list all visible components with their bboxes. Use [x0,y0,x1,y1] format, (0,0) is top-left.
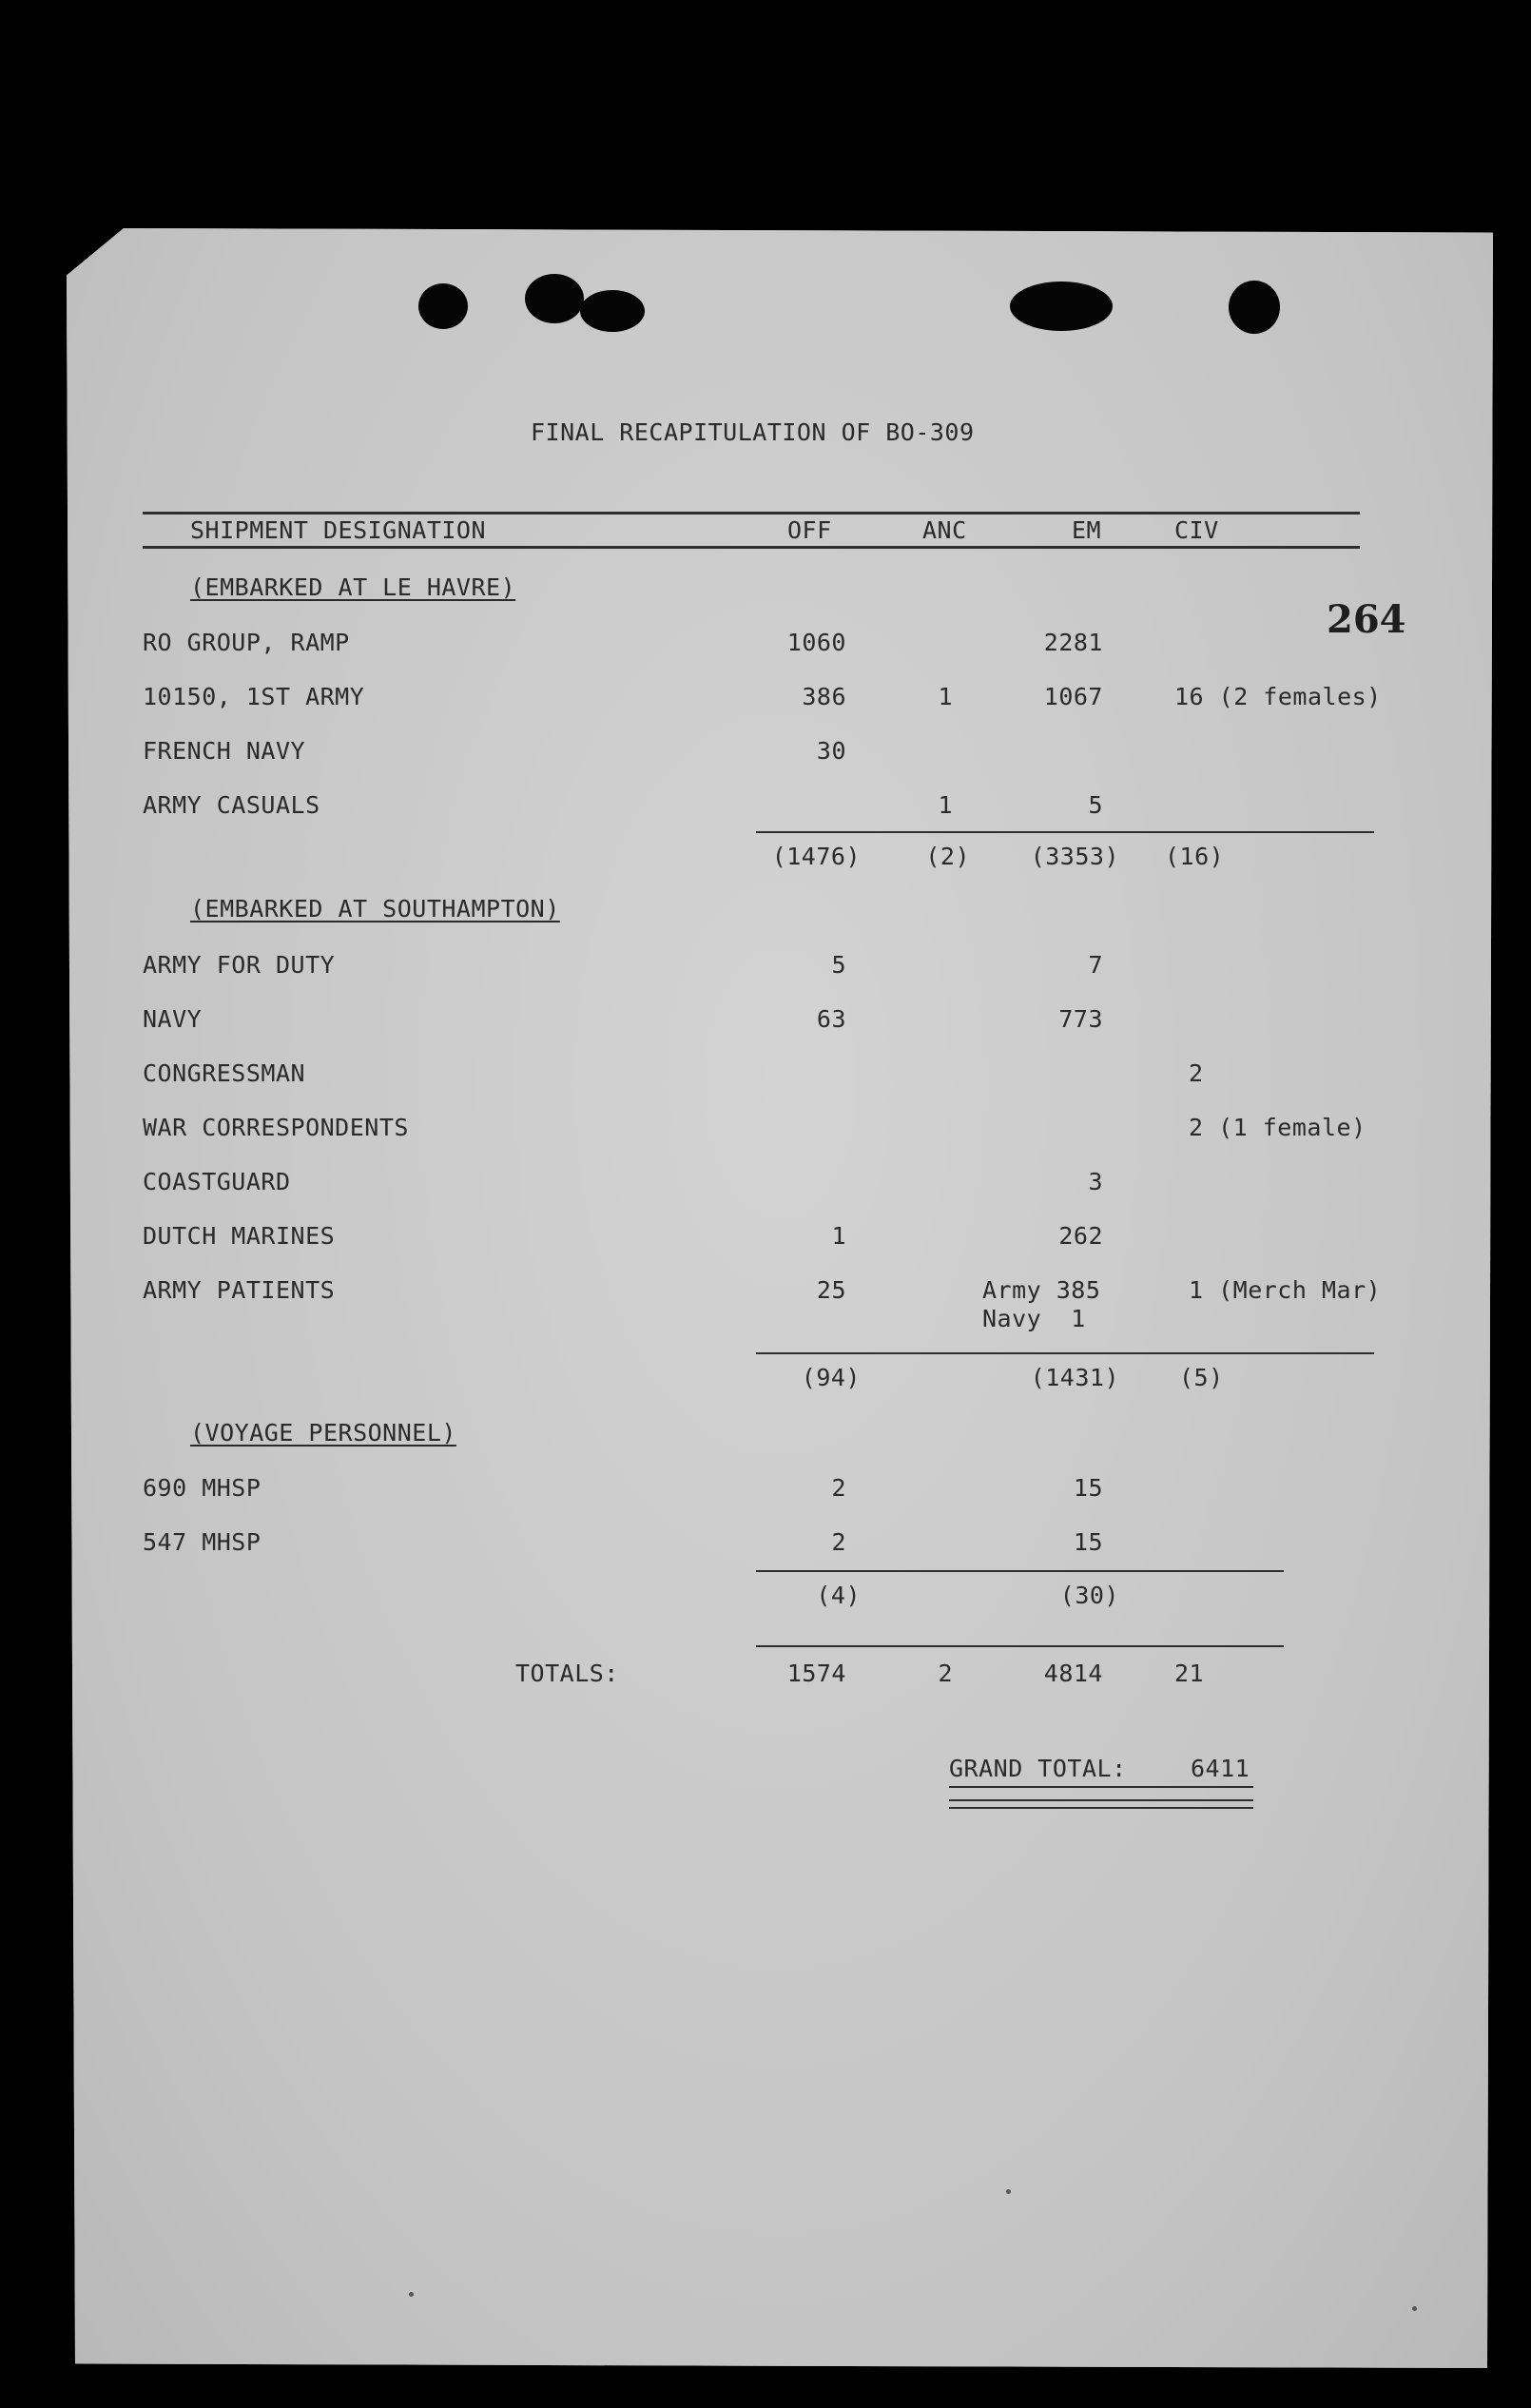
row-name: RO GROUP, RAMP [143,629,350,656]
subtotal-em: (1431) [1030,1364,1119,1391]
subtotal-rule [756,1570,1284,1572]
row-off: 30 [816,737,846,765]
row-em-navy: Navy 1 [982,1305,1086,1332]
subtotal-anc: (2) [925,843,970,870]
punch-hole [580,290,645,332]
punch-hole [525,274,584,323]
grand-total-label: GRAND TOTAL: [949,1755,1127,1782]
row-em: 773 [1058,1005,1103,1033]
paper-speck [1412,2306,1417,2311]
row-name: DUTCH MARINES [143,1222,336,1250]
row-off: 25 [816,1276,846,1304]
document-title: FINAL RECAPITULATION OF BO-309 [531,418,975,446]
row-anc: 1 [938,683,953,710]
section-heading-voyage-personnel: (VOYAGE PERSONNEL) [190,1419,456,1447]
row-name: 10150, 1ST ARMY [143,683,365,710]
subtotal-em: (30) [1059,1582,1119,1609]
row-off: 2 [831,1474,846,1502]
subtotal-rule [756,1352,1374,1354]
row-em: 2281 [1043,629,1103,656]
header-anc: ANC [922,516,967,544]
grand-total-value: 6411 [1191,1755,1250,1782]
row-em-army: Army 385 [982,1276,1101,1304]
row-em: 15 [1073,1528,1103,1556]
row-civ: 2 [1189,1059,1204,1087]
subtotal-rule [756,831,1374,833]
paper-speck [1006,2189,1011,2194]
row-em: 262 [1058,1222,1103,1250]
subtotal-civ: (5) [1179,1364,1224,1391]
row-off: 1060 [786,629,846,656]
row-off: 1 [831,1222,846,1250]
row-off: 2 [831,1528,846,1556]
row-anc: 1 [938,791,953,819]
grand-total-rule-3 [949,1807,1253,1809]
subtotal-off: (4) [816,1582,861,1609]
subtotal-civ: (16) [1165,843,1225,870]
row-name: ARMY PATIENTS [143,1276,336,1304]
row-em: 15 [1073,1474,1103,1502]
row-civ: 16 (2 females) [1174,683,1382,710]
punch-hole [1010,282,1113,331]
section-heading-le-havre: (EMBARKED AT LE HAVRE) [190,573,516,601]
row-name: ARMY CASUALS [143,791,320,819]
totals-anc: 2 [938,1660,953,1687]
totals-rule [756,1645,1284,1647]
header-civ: CIV [1174,516,1219,544]
totals-off: 1574 [786,1660,846,1687]
header-off: OFF [787,516,832,544]
totals-em: 4814 [1043,1660,1103,1687]
grand-total-rule-1 [949,1786,1253,1788]
subtotal-off: (94) [801,1364,861,1391]
row-name: 547 MHSP [143,1528,262,1556]
totals-label: TOTALS: [515,1660,619,1687]
row-em: 5 [1088,791,1103,819]
page-stamp-number: 264 [1327,597,1406,642]
header-em: EM [1072,516,1102,544]
paper-speck [409,2292,414,2297]
row-civ: 1 (Merch Mar) [1189,1276,1382,1304]
row-name: WAR CORRESPONDENTS [143,1114,409,1141]
punch-hole [1229,281,1280,334]
row-em: 1067 [1043,683,1103,710]
row-off: 63 [816,1005,846,1033]
section-heading-southampton: (EMBARKED AT SOUTHAMPTON) [190,895,560,922]
row-name: 690 MHSP [143,1474,262,1502]
row-civ: 2 (1 female) [1189,1114,1366,1141]
header-rule-top [143,512,1360,515]
header-rule-bottom [143,546,1360,549]
row-name: ARMY FOR DUTY [143,951,336,979]
subtotal-off: (1476) [771,843,861,870]
punch-hole [418,283,468,329]
subtotal-em: (3353) [1030,843,1119,870]
totals-civ: 21 [1174,1660,1205,1687]
row-em: 7 [1088,951,1103,979]
row-name: FRENCH NAVY [143,737,306,765]
row-name: CONGRESSMAN [143,1059,306,1087]
row-name: NAVY [143,1005,203,1033]
row-off: 386 [802,683,846,710]
row-em: 3 [1088,1168,1103,1195]
header-designation: SHIPMENT DESIGNATION [190,516,487,544]
grand-total-rule-2 [949,1799,1253,1801]
row-off: 5 [831,951,846,979]
row-name: COASTGUARD [143,1168,291,1195]
